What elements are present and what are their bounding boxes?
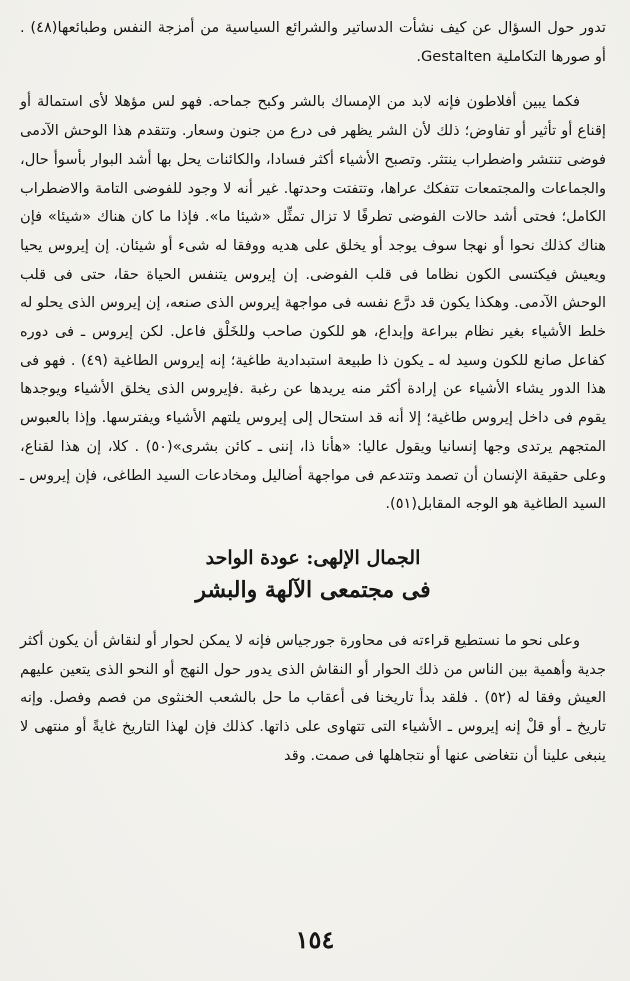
paragraph-continued: تدور حول السؤال عن كيف نشأت الدساتير والشرائع السياسية من أمزجة النفس وطبائعها(٤٨) . أو صورها التكاملية Gestalten. bbox=[20, 19, 606, 65]
section-heading-line2: فى مجتمعى الآلهة والبشر bbox=[195, 576, 431, 603]
section-heading bbox=[20, 543, 606, 607]
section-heading-line1: الجمال الإلهى: عودة الواحد bbox=[205, 546, 421, 569]
body-text bbox=[20, 14, 606, 519]
page-number: ١٥٤ bbox=[295, 925, 335, 954]
body-text-after-heading bbox=[20, 627, 606, 771]
paragraph-plato: فكما يبين أفلاطون فإنه لابد من الإمساك بالشر وكبح جماحه. فهو لس مؤهلا لأى استمالة أو إقناع أو تأثير أو تفاوض؛ ذلك لأن الشر يظهر فى درع من جنون وسعار. وتتقدم هذا الوحش الآدمى فوضى تنتشر واضطراب ينتثر. وتصبح الأشياء أكثر فسادا، والكائنات يحل بها أشد البوار بأسوأ حال، والجماعات والمجتمعات تتفكك عراها، وتتفتت وحدتها. غير أنه لا وجود للفوضى التامة والاضطراب الكامل؛ فحتى أشد حالات الفوضى تطرفًا لا تزال تمثِّل «شيئا ما». فإذا ما كان هناك «شيئا» فإن هناك كذلك نحوا أو نهجا سوف يوجد أو يخلق على هديه ووفقا له شىء أو شيئان. إن إيروس يحيا ويعيش فيكتسى الكون نظاما فى قلب الفوضى. إن إيروس يتنفس الحياة حقا، حتى فى قلب الوحش الآدمى. وهكذا يكون قد درَّع نفسه فى مواجهة إيروس الذى صنعه، إن إيروس الذى يحلو له خلط الأشياء بغير نظام ببراعة وإبداع، هو للكون صاحب وللخَلْق فاعل. لكن إيروس ـ فى دوره كفاعل صانع للكون وسيد له ـ يكون ذا طبيعة استبدادية طاغية؛ إنه إيروس الطاغية (٤٩) . فهو فى هذا الدور يشاء الأشياء عن إرادة أكثر منه يريدها عن رغبة .فإيروس الذى يخلق الأشياء ويوجدها يقوم فى داخل إيروس طاغية؛ إلا أنه قد استحال إلى إيروس يلتهم الأشياء ويفترسها. وإذا بالعبوس المتجهم يرتدى وجها إنسانيا ويقول عاليا: «هأنا ذا، إننى ـ كائن بشرى»(٥٠) . كلا، إن هذا لقناع، وعلى حقيقة الإنسان أن تصمد وتتدعم فى مواجهة أضاليل ومخادعات السيد الطاغى، فإن إيروس ـ السيد الطاغية هو الوجه المقابل(٥١). bbox=[20, 93, 606, 513]
paragraph-gorgias: وعلى نحو ما نستطيع قراءته فى محاورة جورجياس فإنه لا يمكن لحوار أو لنقاش أن يكون أكثر جدية وأهمية بين الناس من ذلك الحوار أو النقاش الذى يدور حول النهج أو النحو الذى يتعين عليهم العيش وفقا له (٥٢) . فلقد بدأ تاريخنا فى أعقاب ما حل بالشعب الخنثوى من فصم وفصل. وإنه تاريخ ـ أو قلْ إنه إيروس ـ الأشياء التى تتهاوى على ذاتها. كذلك فإن لهذا التاريخ غايةً أو منتهى لا ينبغى علينا أن نتغاضى عنها أو نتجاهلها فى صمت. وقد bbox=[20, 631, 606, 764]
